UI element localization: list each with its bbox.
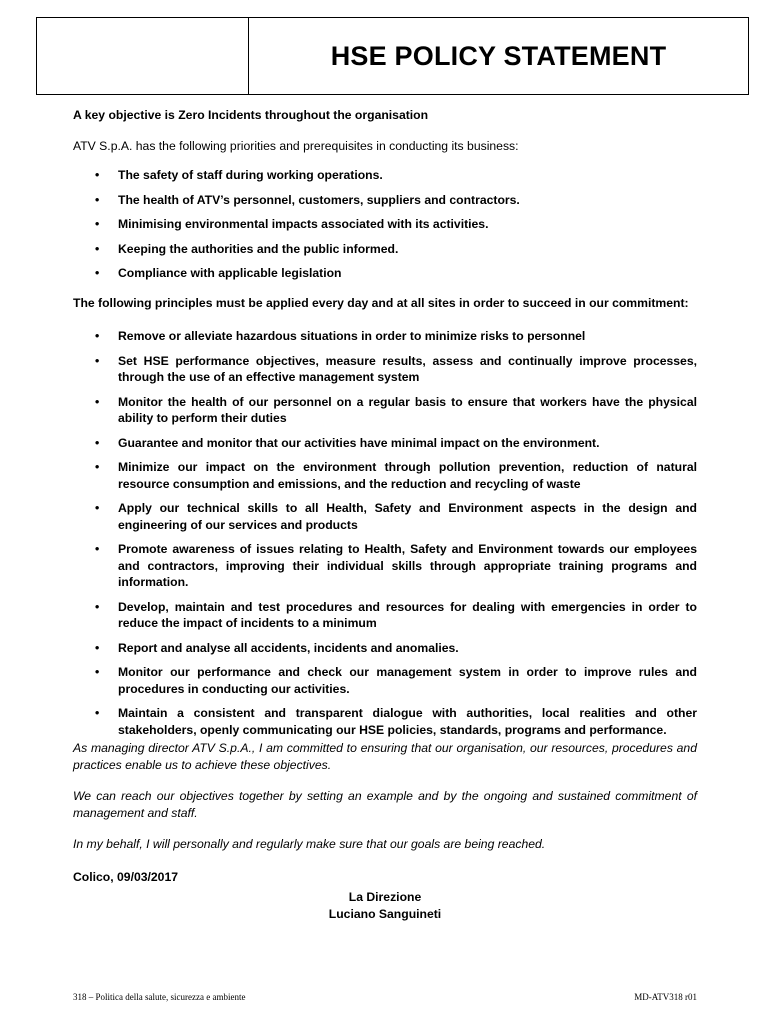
priorities-intro: ATV S.p.A. has the following priorities and prerequisites in conducting its business:: [73, 138, 519, 153]
list-item: • Report and analyse all accidents, incidents and anomalies.: [73, 640, 697, 657]
page-footer: [73, 992, 697, 1002]
list-item: • Apply our technical skills to all Health, Safety and Environment aspects in the design and engineering of our services and products: [73, 500, 697, 533]
list-item: • Guarantee and monitor that our activities have minimal impact on the environment.: [73, 435, 697, 452]
list-item: • Maintain a consistent and transparent dialogue with authorities, local realities and other stakeholders, openly communicating our HSE policies, standards, programs and performance.: [73, 705, 697, 738]
list-item: • Minimize our impact on the environment through pollution prevention, reduction of natural resource consumption and emissions, and the reduction and recycling of waste: [73, 459, 697, 492]
closing-objectives: We can reach our objectives together by setting an example and by the ongoing and sustained commitment of management and staff.: [73, 789, 697, 820]
closing-behalf: In my behalf, I will personally and regularly make sure that our goals are being reached.: [73, 837, 546, 851]
footer-document-code: MD-ATV318 r01: [634, 992, 697, 1002]
signature-block: [73, 889, 697, 923]
page-title: HSE POLICY STATEMENT: [330, 40, 667, 71]
principles-intro: The following principles must be applied every day and at all sites in order to succeed in our commitment:: [73, 295, 689, 310]
list-item: • Promote awareness of issues relating to Health, Safety and Environment towards our employees and contractors, improving their individual skills through appropriate training programs and information.: [73, 541, 697, 591]
list-item: • Monitor our performance and check our management system in order to improve rules and procedures in conducting our activities.: [73, 664, 697, 697]
list-item: • The health of ATV’s personnel, customers, suppliers and contractors.: [73, 192, 697, 209]
list-item: • Remove or alleviate hazardous situations in order to minimize risks to personnel: [73, 328, 697, 345]
closing-commitment: As managing director ATV S.p.A., I am committed to ensuring that our organisation, our resources, procedures and practices enable us to achieve these objectives.: [73, 741, 697, 772]
list-item: • Compliance with applicable legislation: [73, 265, 697, 282]
signature-name: Luciano Sanguineti: [328, 907, 442, 921]
priorities-list: [73, 167, 697, 282]
header-box: [36, 17, 749, 95]
list-item: • Keeping the authorities and the public informed.: [73, 241, 697, 258]
list-item: • Minimising environmental impacts associated with its activities.: [73, 216, 697, 233]
list-item: • The safety of staff during working operations.: [73, 167, 697, 184]
objective-statement: A key objective is Zero Incidents throughout the organisation: [73, 108, 429, 122]
signature-title: La Direzione: [348, 890, 422, 904]
principles-list: [73, 328, 697, 738]
list-item: • Develop, maintain and test procedures and resources for dealing with emergencies in order to reduce the impact of incidents to a minimum: [73, 599, 697, 632]
footer-document-title: 318 – Politica della salute, sicurezza e ambiente: [73, 992, 246, 1002]
list-item: • Set HSE performance objectives, measure results, assess and continually improve processes, through the use of an effective management system: [73, 353, 697, 386]
document-body: [73, 107, 697, 923]
date-line: Colico, 09/03/2017: [73, 869, 179, 884]
header-logo-cell: [37, 18, 249, 94]
list-item: • Monitor the health of our personnel on a regular basis to ensure that workers have the physical ability to perform their duties: [73, 394, 697, 427]
header-title-cell: [249, 18, 748, 94]
